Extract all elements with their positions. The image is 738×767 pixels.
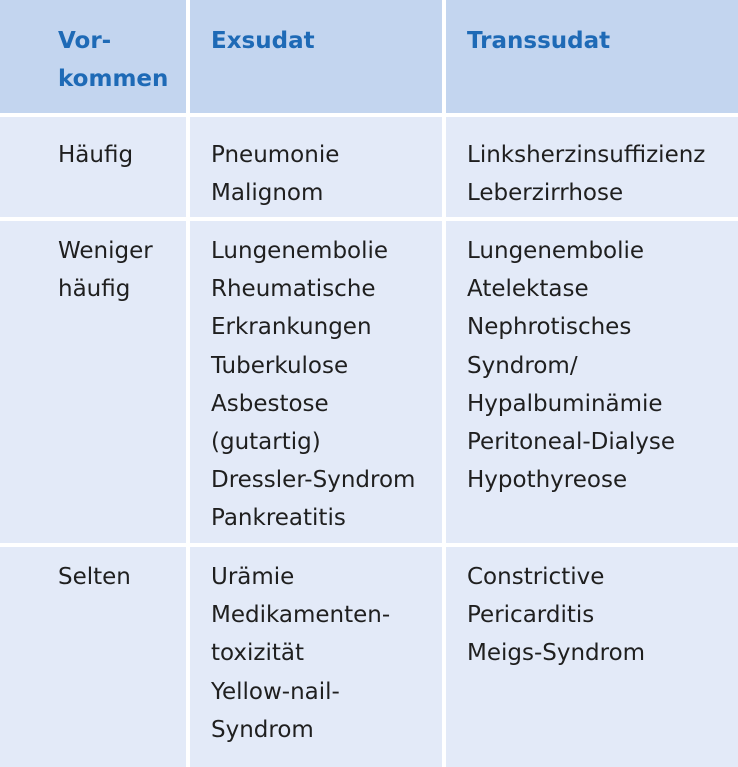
row-haeufig-label-cell (0, 117, 186, 217)
list-item: Nephrotisches (467, 314, 632, 341)
row-selten-label-cell (0, 547, 186, 767)
list-item: Tuberkulose (211, 352, 349, 379)
row-haeufig-transsudat-list (467, 136, 705, 212)
list-item: Asbestose (211, 390, 329, 417)
row-haeufig-label (58, 136, 133, 174)
list-item: Pankreatitis (211, 505, 346, 532)
list-item: Linksherzinsuffizienz (467, 142, 706, 168)
list-item: Lungenembolie (211, 238, 389, 264)
row-selten-transsudat-list (467, 558, 645, 673)
list-item: Pericarditis (467, 602, 595, 629)
list-item: Leberzirrhose (467, 180, 624, 207)
row-selten-transsudat-cell (446, 547, 738, 767)
row-weniger-haeufig-transsudat-list (467, 232, 675, 499)
list-item: Pneumonie (211, 142, 340, 168)
header-exsudat: Exsudat (211, 28, 315, 54)
header-transsudat: Transsudat (467, 28, 611, 54)
header-cell-exsudat (190, 0, 442, 113)
list-item: Erkrankungen (211, 314, 372, 341)
list-item: Urämie (211, 564, 295, 590)
list-item: Medikamenten- (211, 602, 391, 629)
header-cell-transsudat (446, 0, 738, 113)
label-line: Häufig (58, 142, 134, 168)
list-item: Syndrom (211, 716, 314, 743)
label-line: Selten (58, 564, 131, 590)
list-item: Syndrom/ (467, 352, 578, 379)
list-item: Constrictive (467, 564, 605, 590)
row-selten-exsudat-list (211, 558, 390, 749)
list-item: Hypothyreose (467, 467, 628, 494)
label-line: häufig (58, 276, 131, 303)
row-weniger-haeufig-exsudat-cell (190, 221, 442, 543)
list-item: toxizität (211, 640, 304, 667)
label-line: Weniger (58, 238, 153, 264)
row-haeufig-exsudat-list (211, 136, 339, 212)
row-haeufig-transsudat-cell (446, 117, 738, 217)
row-weniger-haeufig-transsudat-cell (446, 221, 738, 543)
list-item: Hypalbuminämie (467, 390, 663, 417)
row-weniger-haeufig-exsudat-list (211, 232, 415, 538)
row-weniger-haeufig-label (58, 232, 153, 308)
list-item: Lungenembolie (467, 238, 645, 264)
row-haeufig-exsudat-cell (190, 117, 442, 217)
list-item: Peritoneal-Dialyse (467, 429, 675, 456)
row-weniger-haeufig-label-cell (0, 221, 186, 543)
row-selten-exsudat-cell (190, 547, 442, 767)
header-vorkommen: Vor- kommen (58, 28, 169, 92)
list-item: Dressler-Syndrom (211, 467, 416, 494)
list-item: Meigs-Syndrom (467, 640, 646, 667)
list-item: Atelektase (467, 276, 589, 303)
header-cell-vorkommen (0, 0, 186, 113)
row-selten-label (58, 558, 131, 596)
list-item: Rheumatische (211, 276, 376, 303)
list-item: (gutartig) (211, 429, 321, 456)
list-item: Yellow-nail- (211, 678, 340, 705)
list-item: Malignom (211, 180, 324, 207)
